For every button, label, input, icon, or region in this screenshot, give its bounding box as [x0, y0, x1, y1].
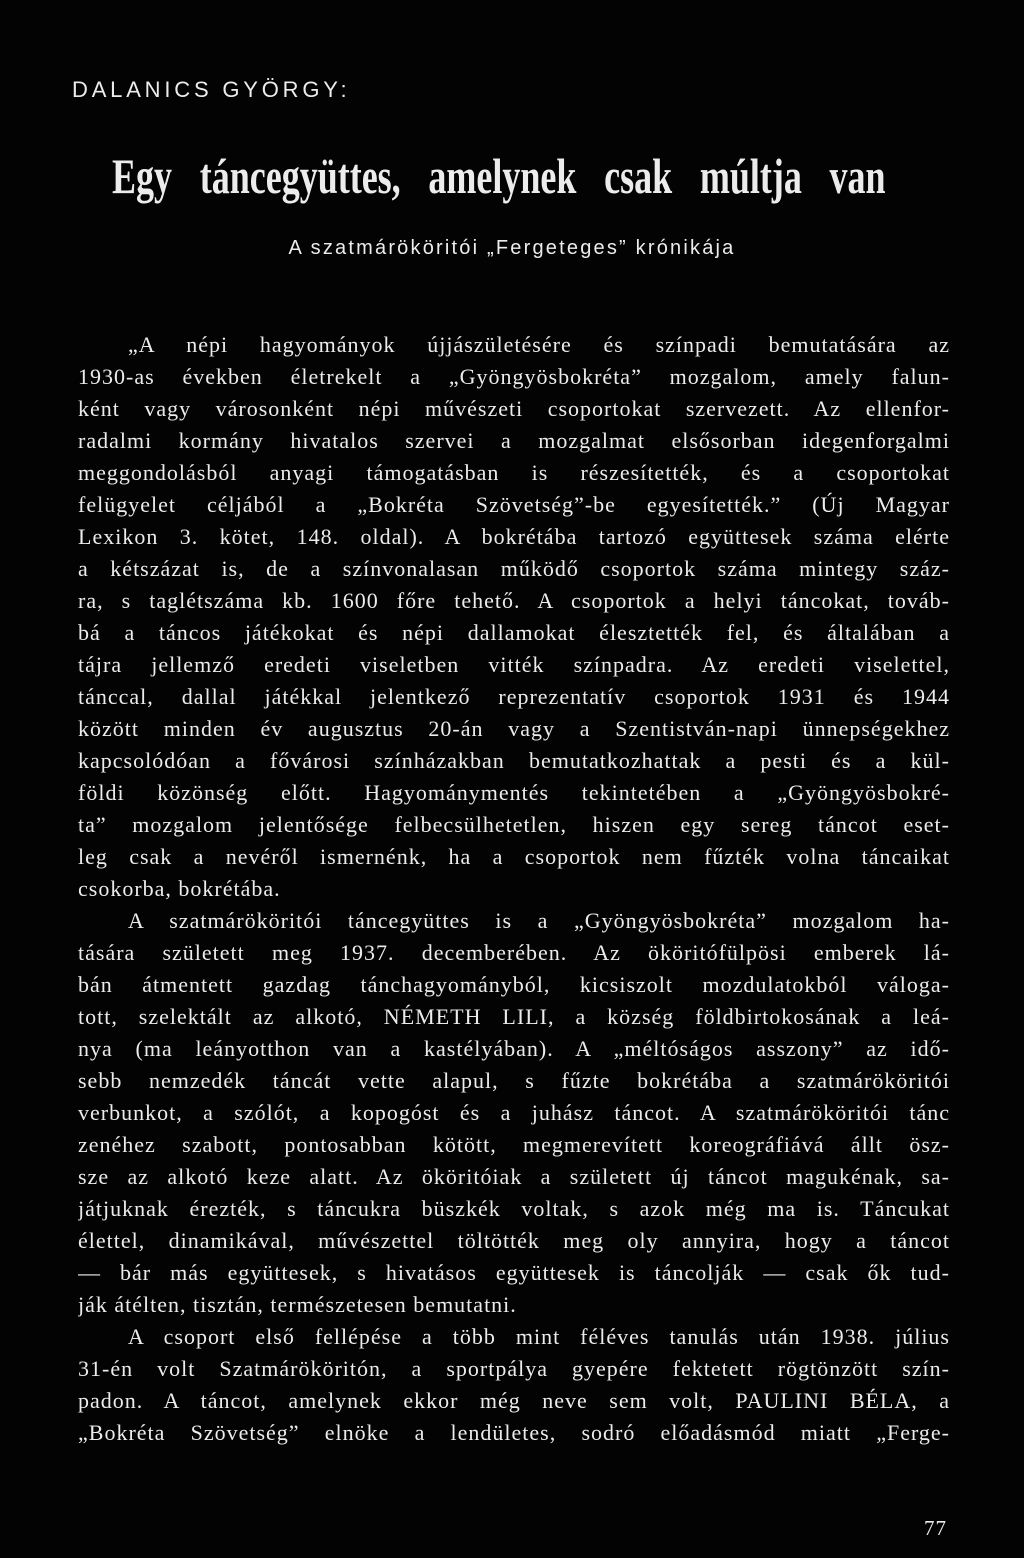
text-line: verbunkot, a szólót, a kopogóst és a juhász táncot. A szatmárököritói tánc	[78, 1100, 950, 1125]
text-line: bá a táncos játékokat és népi dallamokat élesztették fel, és általában a	[78, 620, 950, 645]
author-heading: DALANICS GYÖRGY:	[72, 77, 351, 102]
text-line: földi közönség előtt. Hagyománymentés tekintetében a „Gyöngyösbokré-	[78, 780, 950, 805]
text-line: radalmi kormány hivatalos szervei a mozgalmat elsősorban idegenforgalmi	[78, 428, 950, 453]
text-line: ta” mozgalom jelentősége felbecsülhetetlen, hiszen egy sereg táncot eset-	[78, 812, 950, 837]
article-body	[78, 329, 950, 1449]
text-line: tására született meg 1937. decemberében. Az ököritófülpösi emberek lá-	[78, 940, 950, 965]
text-line: zenéhez szabott, pontosabban kötött, megmerevített koreográfiává állt ösz-	[78, 1132, 950, 1157]
text-line: sebb nemzedék táncát vette alapul, s fűzte bokrétába a szatmárököritói	[78, 1068, 950, 1093]
text-line: ként vagy városonként népi művészeti csoportokat szervezett. Az ellenfor-	[78, 396, 950, 421]
paragraph-1	[78, 329, 950, 905]
text-line: padon. A táncot, amelynek ekkor még neve sem volt, PAULINI BÉLA, a	[78, 1388, 950, 1413]
text-line: meggondolásból anyagi támogatásban is részesítették, és a csoportokat	[78, 460, 950, 485]
text-line: játjuknak érezték, s táncukra büszkék voltak, s azok még ma is. Táncukat	[78, 1196, 950, 1221]
text-line: között minden év augusztus 20-án vagy a Szentistván-napi ünnepségekhez	[78, 716, 950, 741]
article-title: Egy táncegyüttes, amelynek csak múltja van	[112, 148, 886, 204]
text-line: A szatmárököritói táncegyüttes is a „Gyöngyösbokréta” mozgalom ha-	[128, 908, 950, 933]
article-subtitle: A szatmárököritói „Fergeteges” krónikája	[288, 237, 736, 259]
text-line: csokorba, bokrétába.	[78, 876, 281, 901]
text-line: a kétszázat is, de a színvonalasan működő csoportok száma mintegy száz-	[78, 556, 950, 581]
text-line: sze az alkotó keze alatt. Az ököritóiak a született új táncot magukénak, sa-	[78, 1164, 950, 1189]
text-line: — bár más együttesek, s hivatásos együttesek is táncolják — csak ők tud-	[78, 1260, 950, 1285]
text-line: 1930-as években életrekelt a „Gyöngyösbokréta” mozgalom, amely falun-	[78, 364, 950, 389]
text-line: kapcsolódóan a fővárosi színházakban bemutatkozhattak a pesti és a kül-	[78, 748, 950, 773]
text-line: 31-én volt Szatmárököritón, a sportpálya gyepére fektetett rögtönzött szín-	[78, 1356, 950, 1381]
text-line: bán átmentett gazdag tánchagyományból, kicsiszolt mozdulatokból váloga-	[78, 972, 950, 997]
text-line: Lexikon 3. kötet, 148. oldal). A bokrétába tartozó együttesek száma elérte	[78, 524, 950, 549]
text-line: felügyelet céljából a „Bokréta Szövetség”-be egyesítették.” (Új Magyar	[78, 492, 950, 517]
text-line: „A népi hagyományok újjászületésére és színpadi bemutatására az	[128, 332, 950, 357]
paragraph-2	[78, 905, 950, 1321]
text-line: nya (ma leányotthon van a kastélyában). A „méltóságos asszony” az idő-	[78, 1036, 950, 1061]
text-line: „Bokréta Szövetség” elnöke a lendületes, sodró előadásmód miatt „Ferge-	[78, 1420, 950, 1445]
text-line: tánccal, dallal játékkal jelentkező reprezentatív csoportok 1931 és 1944	[78, 684, 950, 709]
text-line: élettel, dinamikával, művészettel töltötték meg oly annyira, hogy a táncot	[78, 1228, 950, 1253]
text-line: ra, s taglétszáma kb. 1600 főre tehető. A csoportok a helyi táncokat, továb-	[78, 588, 950, 613]
text-line: leg csak a nevéről ismernénk, ha a csoportok nem fűzték volna táncaikat	[78, 844, 950, 869]
paragraph-3	[78, 1321, 950, 1449]
text-line: tájra jellemző eredeti viseletben vitték színpadra. Az eredeti viselettel,	[78, 652, 950, 677]
text-line: ják átélten, tisztán, természetesen bemutatni.	[78, 1292, 517, 1317]
text-line: A csoport első fellépése a több mint féléves tanulás után 1938. július	[128, 1324, 950, 1349]
text-line: tott, szelektált az alkotó, NÉMETH LILI, a község földbirtokosának a leá-	[78, 1004, 950, 1029]
page-number: 77	[924, 1516, 947, 1540]
